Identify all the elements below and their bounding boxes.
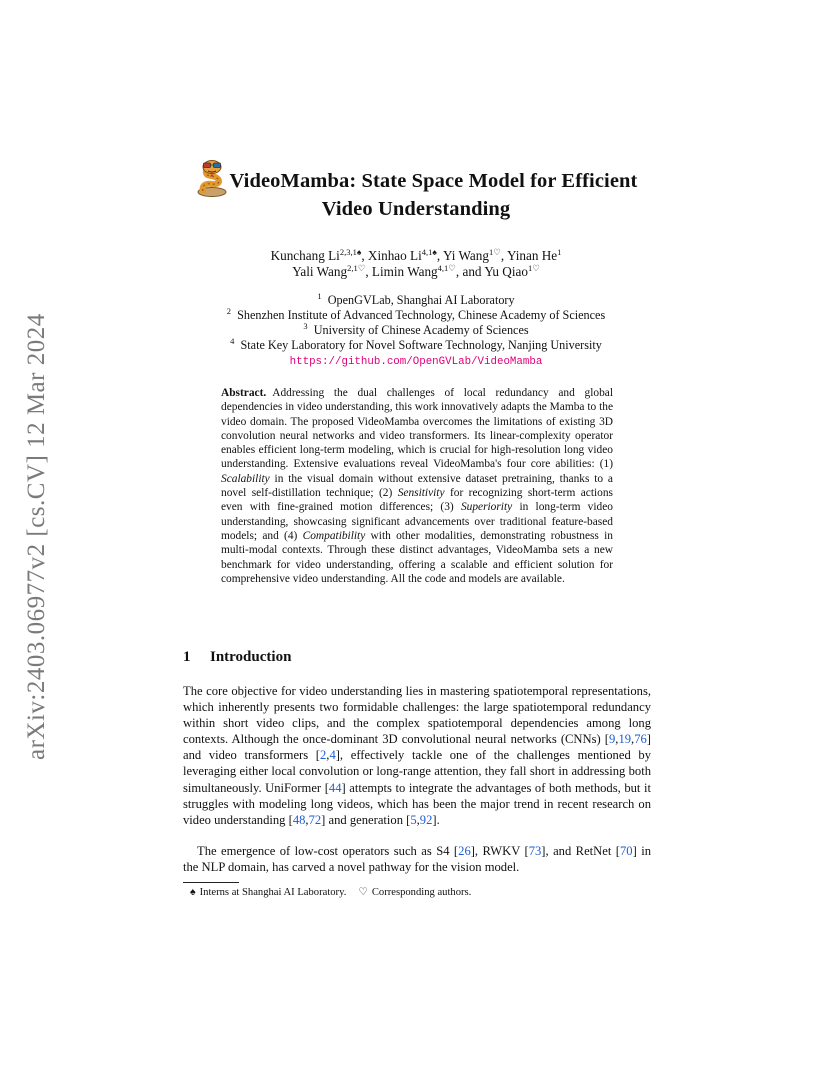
abstract-emphasis: Compatibility <box>302 529 366 542</box>
author: Yi Wang <box>443 248 489 263</box>
citation-link[interactable]: 48 <box>292 812 306 827</box>
author-marker: 1 <box>557 247 562 257</box>
spade-icon: ♠ <box>190 887 196 898</box>
abstract-emphasis: Superiority <box>460 501 513 514</box>
section-title: Introduction <box>210 649 292 665</box>
heart-icon: ♡ <box>358 887 368 898</box>
abstract-emphasis: Scalability <box>221 472 270 485</box>
author-marker: 2,1♡ <box>347 263 366 273</box>
separator: , and <box>455 264 485 279</box>
citation-link[interactable]: 9 <box>609 732 616 747</box>
citation-link[interactable]: 92 <box>419 812 433 827</box>
affiliation <box>183 320 649 338</box>
paragraph-text: The core objective for video understanding lies in mastering spatiotemporal representations, which inherently presents two formidable challenges: the large spatiotemporal redundancy within short video clips, and the complex spatiotemporal dependencies among long contexts. Although the once-dominant 3D convolutional neural networks (CNNs) [ <box>183 684 651 747</box>
author: Yinan He <box>506 248 558 263</box>
affiliations <box>183 293 649 370</box>
abstract-heading: Abstract. <box>221 387 267 399</box>
abstract <box>221 386 613 586</box>
author: Limin Wang <box>371 264 438 279</box>
author: Yali Wang <box>292 264 348 279</box>
section-number: 1 <box>183 649 191 665</box>
affiliation-text: Shenzhen Institute of Advanced Technology, Chinese Academy of Sciences <box>237 307 606 322</box>
author-line-2 <box>183 264 649 280</box>
abstract-text: Addressing the dual challenges of local redundancy and global dependencies in video understanding, this work innovatively adapts the Mamba to the video domain. The proposed VideoMamba overcomes the limitations of existing 3D convolution neural networks and video transformers. Its linear-complexity operator enables efficient long-term modeling, which is crucial for high-resolution long video understanding. Extensive evaluations reveal VideoMamba's four core abilities: (1) <box>221 387 613 471</box>
affiliation <box>183 335 649 353</box>
author-marker: 1♡ <box>488 247 501 257</box>
paragraph-text: ] and video transformers [ <box>183 732 651 763</box>
separator: , <box>500 248 507 263</box>
citation-link[interactable]: 2 <box>319 748 327 763</box>
citation-link[interactable]: 76 <box>634 732 647 747</box>
footnote-text: Interns at Shanghai AI Laboratory. <box>199 887 347 898</box>
abstract-text: in long-term video understanding, showcasing significant advancements over traditional feature-based models; and (4) <box>221 501 613 542</box>
intro-paragraph-1: The core objective for video understanding lies in mastering spatiotemporal representations, which inherently presents two formidable challenges: the large spatiotemporal redundancy within short video clips, and the complex spatiotemporal dependencies among long contexts. Although the once-dominant 3D convolutional neural networks (CNNs) [9,19,76] and video transformers [2,4], effectively tackle one of the challenges mentioned by leveraging either local convolution or long-range attention, they fall short in addressing both simultaneously. UniFormer [44] attempts to integrate the advantages of both methods, but it struggles with modeling long videos, which has been the major trend in recent research on video understanding [48,72] and generation [5,92]. <box>183 684 652 827</box>
footnote <box>190 886 471 900</box>
paragraph-text: ], RWKV [ <box>470 844 529 858</box>
intro-paragraph-2 <box>183 843 651 875</box>
author-marker: 1♡ <box>527 263 540 273</box>
affiliation-text: State Key Laboratory for Novel Software Technology, Nanjing University <box>240 337 602 352</box>
paragraph-text: ] attempts to integrate the advantages of both methods, but it struggles with modeling long videos, which has been the major trend in recent research on video understanding [ <box>183 780 652 827</box>
affiliation <box>183 293 649 308</box>
citation-link[interactable]: 26 <box>458 844 471 858</box>
author: Kunchang Li <box>270 248 340 263</box>
abstract-text: for recognizing short-term actions even with fine-grained motion differences; (3) <box>221 487 613 514</box>
affiliation-text: OpenGVLab, Shanghai AI Laboratory <box>327 293 515 307</box>
title-line-1 <box>183 159 649 197</box>
affiliation-number: 1 <box>317 291 322 301</box>
title-line-2: Video Understanding <box>321 198 511 220</box>
paragraph-text: ]. <box>432 812 440 827</box>
author-marker: 2,3,1♠ <box>339 247 362 257</box>
affiliation-text: University of Chinese Academy of Sciences <box>313 322 529 337</box>
citation-link[interactable]: 4 <box>329 748 336 763</box>
separator: , <box>436 248 444 263</box>
author: Xinhao Li <box>367 248 422 263</box>
section-heading <box>183 649 291 666</box>
affiliation-number: 2 <box>226 305 232 316</box>
author-marker: 4,1♡ <box>437 263 456 273</box>
paragraph-text: ] and generation [ <box>321 812 411 827</box>
separator: , <box>361 248 368 263</box>
citation-link[interactable]: 73 <box>528 844 542 858</box>
separator: , <box>365 264 372 279</box>
paragraph-text: ], effectively tackle one of the challenges mentioned by leveraging either local convolution or long-range attention, they fall short in addressing both simultaneously. UniFormer [ <box>183 748 651 795</box>
paragraph-text: ], and RetNet [ <box>541 844 620 858</box>
citation-link[interactable]: 44 <box>328 780 342 795</box>
affiliation-number: 4 <box>230 335 235 346</box>
affiliation <box>183 305 649 323</box>
snake-mascot-icon <box>195 159 229 197</box>
affiliation-number: 3 <box>303 320 308 331</box>
footnote-rule <box>183 882 239 883</box>
citation-link[interactable]: 72 <box>308 812 322 827</box>
author-marker: 4,1♠ <box>421 247 437 257</box>
abstract-emphasis: Sensitivity <box>397 487 445 500</box>
paragraph-text: The emergence of low-cost operators such as S4 [ <box>197 844 459 858</box>
author-line-1 <box>183 248 649 264</box>
abstract-text: in the visual domain without extensive dataset pretraining, thanks to a novel self-distillation technique; (2) <box>221 472 613 500</box>
paper-title <box>183 159 649 222</box>
arxiv-identifier: arXiv:2403.06977v2 [cs.CV] 12 Mar 2024 <box>23 313 50 760</box>
paragraph-text: ] in the NLP domain, has carved a novel pathway for the vision model. <box>183 844 651 875</box>
citation-link[interactable]: 70 <box>619 844 633 858</box>
repo-link[interactable]: https://github.com/OpenGVLab/VideoMamba <box>289 355 543 368</box>
abstract-text: with other modalities, demonstrating robustness in multi-modal contexts. Through these distinct advantages, VideoMamba sets a new benchmark for video understanding, offering a scalable and efficient solution for comprehensive video understanding. All the code and models are available. <box>221 529 613 585</box>
author: Yu Qiao <box>484 264 528 279</box>
citation-link[interactable]: 5 <box>410 812 417 827</box>
citation-link[interactable]: 19 <box>618 732 632 747</box>
footnote-text: Corresponding authors. <box>371 887 472 898</box>
author-list <box>183 248 649 280</box>
title-text-line-1: VideoMamba: State Space Model for Efficient <box>229 170 638 192</box>
